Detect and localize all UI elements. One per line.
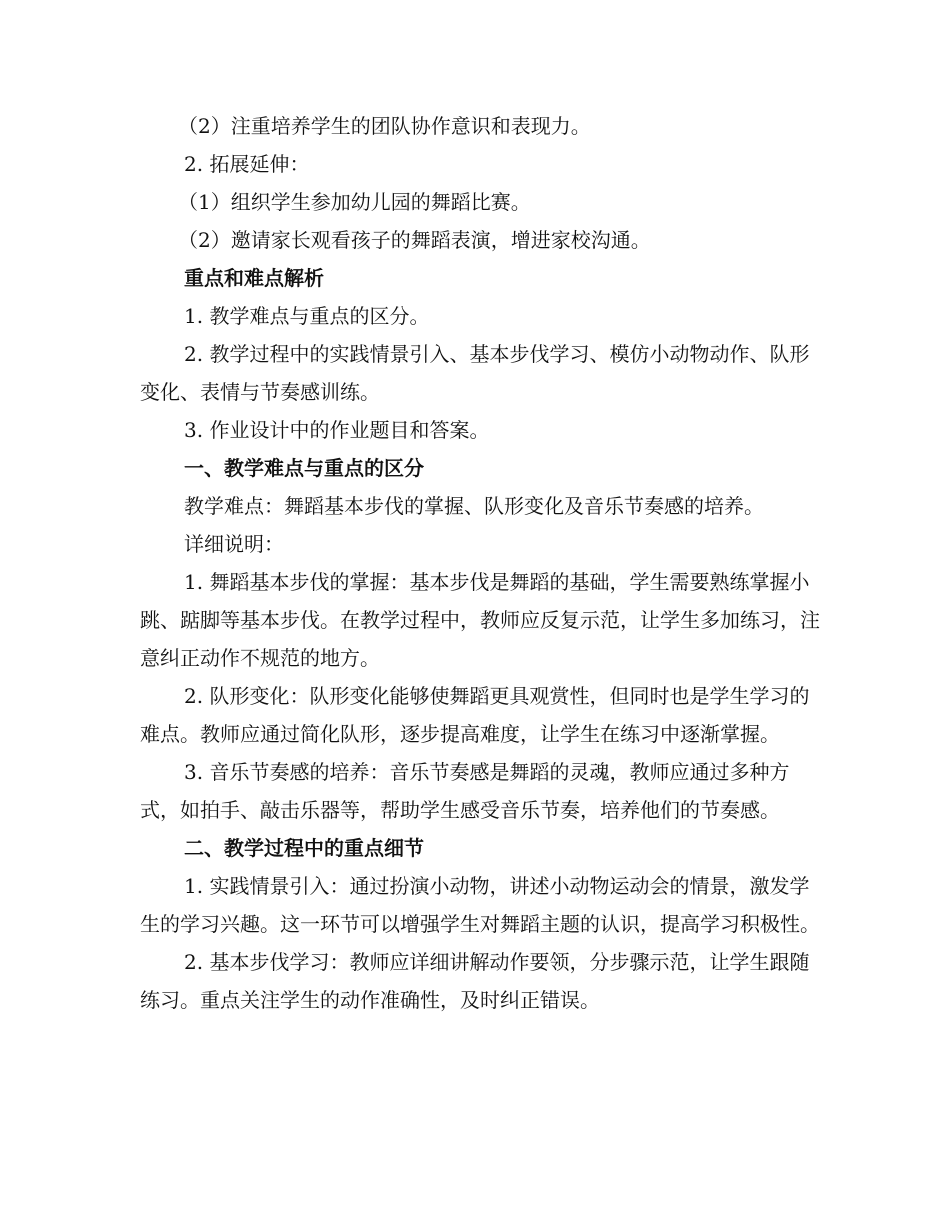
section-heading-process: 二、教学过程中的重点细节 bbox=[184, 836, 424, 860]
paragraph-extension: 2. 拓展延伸： bbox=[184, 152, 310, 176]
paragraph-detail-1: 1. 舞蹈基本步伐的掌握：基本步伐是舞蹈的基础，学生需要熟练掌握小跳、踮脚等基本步伐。在教学过程中，教师应反复示范，让学生多加练习，注意纠正动作不规范的地方。 bbox=[140, 570, 820, 670]
paragraph-process-2: 2. 基本步伐学习：教师应详细讲解动作要领，分步骤示范，让学生跟随练习。重点关注学生的动作准确性，及时纠正错误。 bbox=[140, 950, 810, 1012]
paragraph-difficulties-summary: 教学难点：舞蹈基本步伐的掌握、队形变化及音乐节奏感的培养。 bbox=[184, 494, 764, 518]
paragraph-goal-2: （2）注重培养学生的团队协作意识和表现力。 bbox=[178, 114, 591, 138]
paragraph-process-1: 1. 实践情景引入：通过扮演小动物，讲述小动物运动会的情景，激发学生的学习兴趣。这一环节可以增强学生对舞蹈主题的认识，提高学习积极性。 bbox=[140, 874, 820, 936]
section-heading-key-points: 重点和难点解析 bbox=[184, 266, 324, 290]
paragraph-extension-1: （1）组织学生参加幼儿园的舞蹈比赛。 bbox=[178, 190, 531, 214]
paragraph-extension-2: （2）邀请家长观看孩子的舞蹈表演，增进家校沟通。 bbox=[178, 228, 651, 252]
paragraph-details-label: 详细说明： bbox=[184, 532, 284, 556]
paragraph-key-3: 3. 作业设计中的作业题目和答案。 bbox=[184, 418, 490, 442]
paragraph-detail-2: 2. 队形变化：队形变化能够使舞蹈更具观赏性，但同时也是学生学习的难点。教师应通过简化队形，逐步提高难度，让学生在练习中逐渐掌握。 bbox=[140, 684, 810, 746]
document-body bbox=[140, 107, 820, 1019]
paragraph-detail-3: 3. 音乐节奏感的培养：音乐节奏感是舞蹈的灵魂，教师应通过多种方式，如拍手、敲击乐器等，帮助学生感受音乐节奏，培养他们的节奏感。 bbox=[140, 760, 790, 822]
paragraph-key-2: 2. 教学过程中的实践情景引入、基本步伐学习、模仿小动物动作、队形变化、表情与节奏感训练。 bbox=[140, 342, 810, 404]
section-heading-difficulties: 一、教学难点与重点的区分 bbox=[184, 456, 424, 480]
paragraph-key-1: 1. 教学难点与重点的区分。 bbox=[184, 304, 430, 328]
